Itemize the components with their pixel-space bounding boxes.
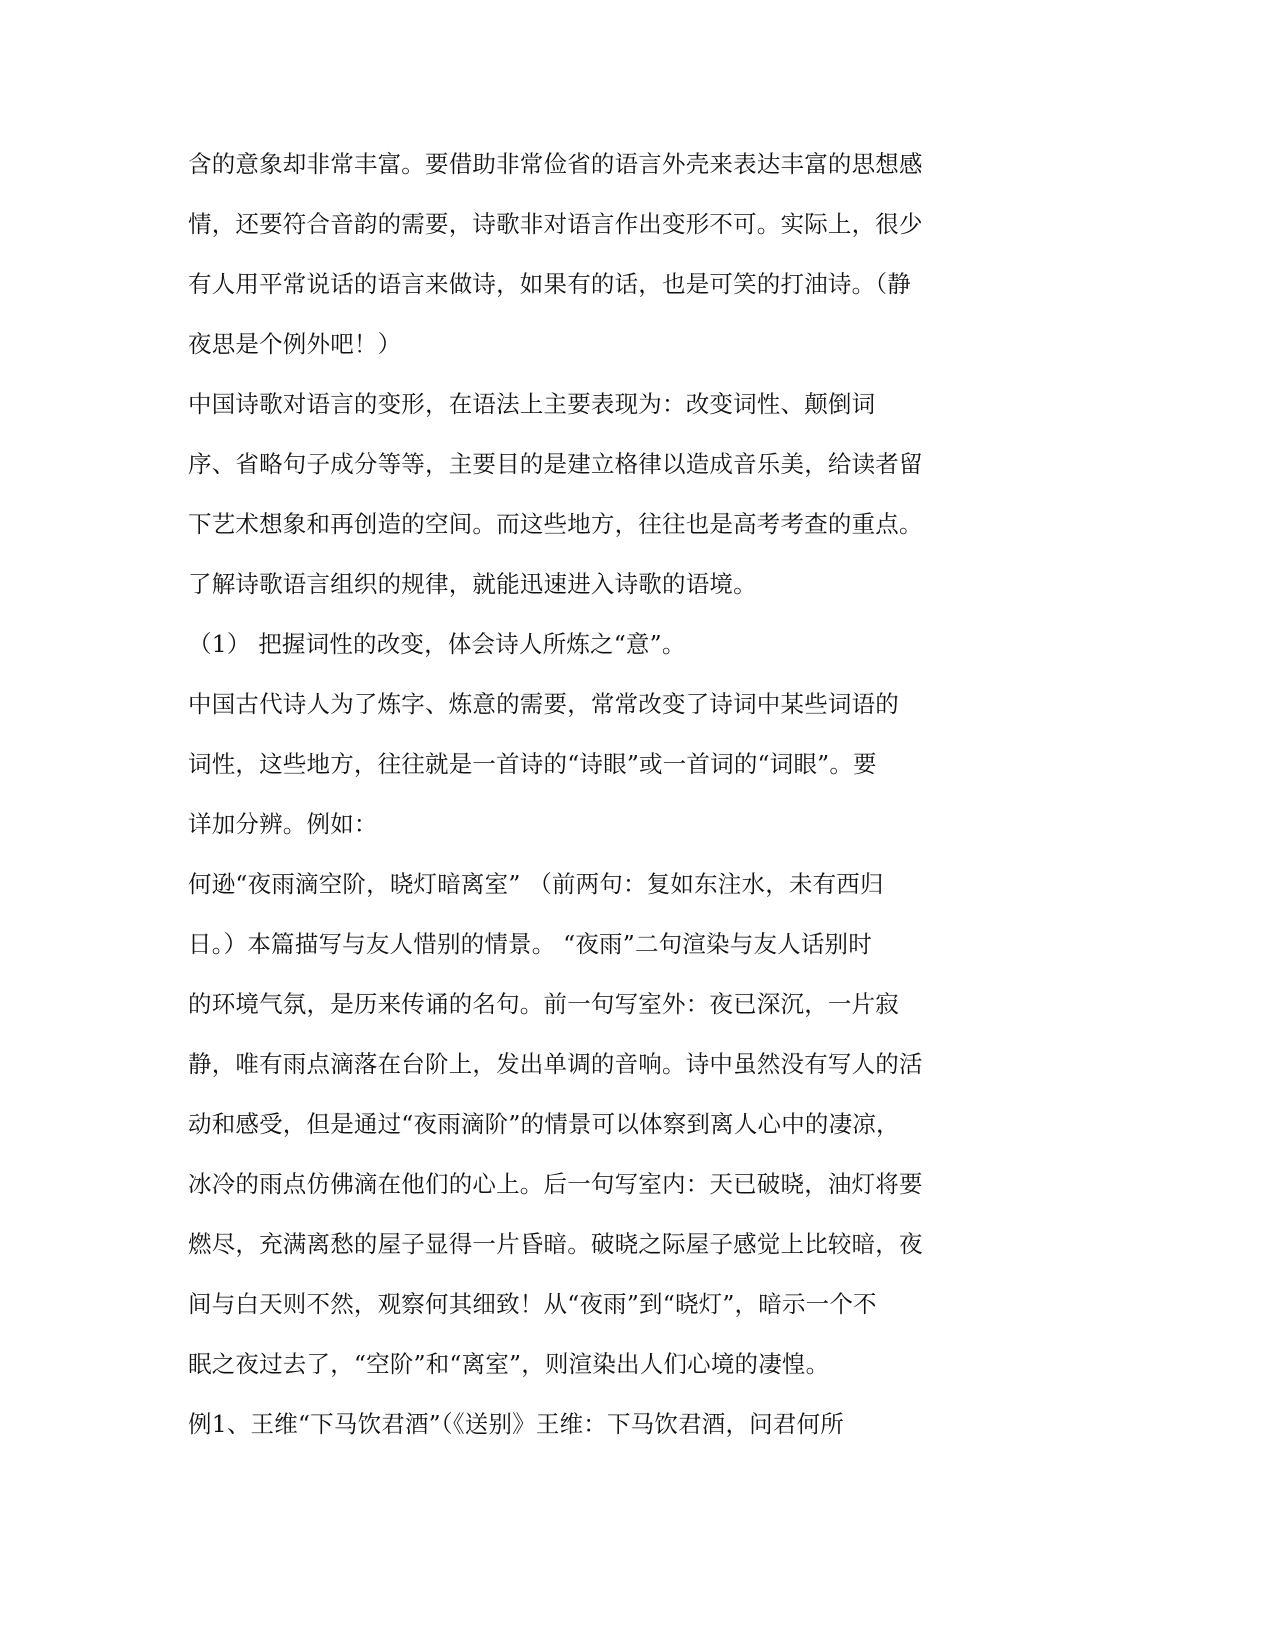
- text-line: 中国古代诗人为了炼字、炼意的需要，常常改变了诗词中某些词语的: [188, 690, 899, 718]
- text-line: 日。）本篇描写与友人惜别的情景。 “夜雨”二句渲染与友人话别时: [188, 930, 872, 958]
- text-line: 例1、王维“下马饮君酒”（《送别》王维：下马饮君酒，问君何所: [188, 1410, 844, 1438]
- text-line: 详加分辨。例如：: [188, 810, 378, 838]
- text-line: 有人用平常说话的语言来做诗，如果有的话，也是可笑的打油诗。（静: [188, 270, 911, 298]
- text-line: 了解诗歌语言组织的规律，就能迅速进入诗歌的语境。: [188, 570, 757, 598]
- text-line: 的环境气氛，是历来传诵的名句。前一句写室外：夜已深沉，一片寂: [188, 990, 899, 1018]
- text-line: 下艺术想象和再创造的空间。而这些地方，往往也是高考考查的重点。: [188, 510, 923, 538]
- text-line: 序、省略句子成分等等，主要目的是建立格律以造成音乐美，给读者留: [188, 450, 923, 478]
- text-line: 含的意象却非常丰富。要借助非常俭省的语言外壳来表达丰富的思想感: [188, 150, 923, 178]
- text-line: 中国诗歌对语言的变形，在语法上主要表现为：改变词性、颠倒词: [188, 390, 876, 418]
- text-line: 词性，这些地方，往往就是一首诗的“诗眼”或一首词的“词眼”。要: [188, 750, 877, 778]
- text-line: 何逊“夜雨滴空阶，晓灯暗离室” （前两句：复如东注水，未有西归: [188, 870, 884, 898]
- text-line: 眠之夜过去了，“空阶”和“离室”，则渲染出人们心境的凄惶。: [188, 1350, 830, 1378]
- section-heading: （1） 把握词性的改变，体会诗人所炼之“意”。: [188, 630, 686, 658]
- text-line: 情，还要符合音韵的需要，诗歌非对语言作出变形不可。实际上，很少: [188, 210, 923, 238]
- text-line: 夜思是个例外吧！）: [188, 330, 402, 358]
- text-line: 间与白天则不然，观察何其细致！从“夜雨”到“晓灯”，暗示一个不: [188, 1290, 877, 1318]
- text-line: 燃尽，充满离愁的屋子显得一片昏暗。破晓之际屋子感觉上比较暗，夜: [188, 1230, 923, 1258]
- text-line: 静，唯有雨点滴落在台阶上，发出单调的音响。诗中虽然没有写人的活: [188, 1050, 923, 1078]
- text-line: 冰冷的雨点仿佛滴在他们的心上。后一句写室内：天已破晓，油灯将要: [188, 1170, 923, 1198]
- text-line: 动和感受，但是通过“夜雨滴阶”的情景可以体察到离人心中的凄凉，: [188, 1110, 900, 1138]
